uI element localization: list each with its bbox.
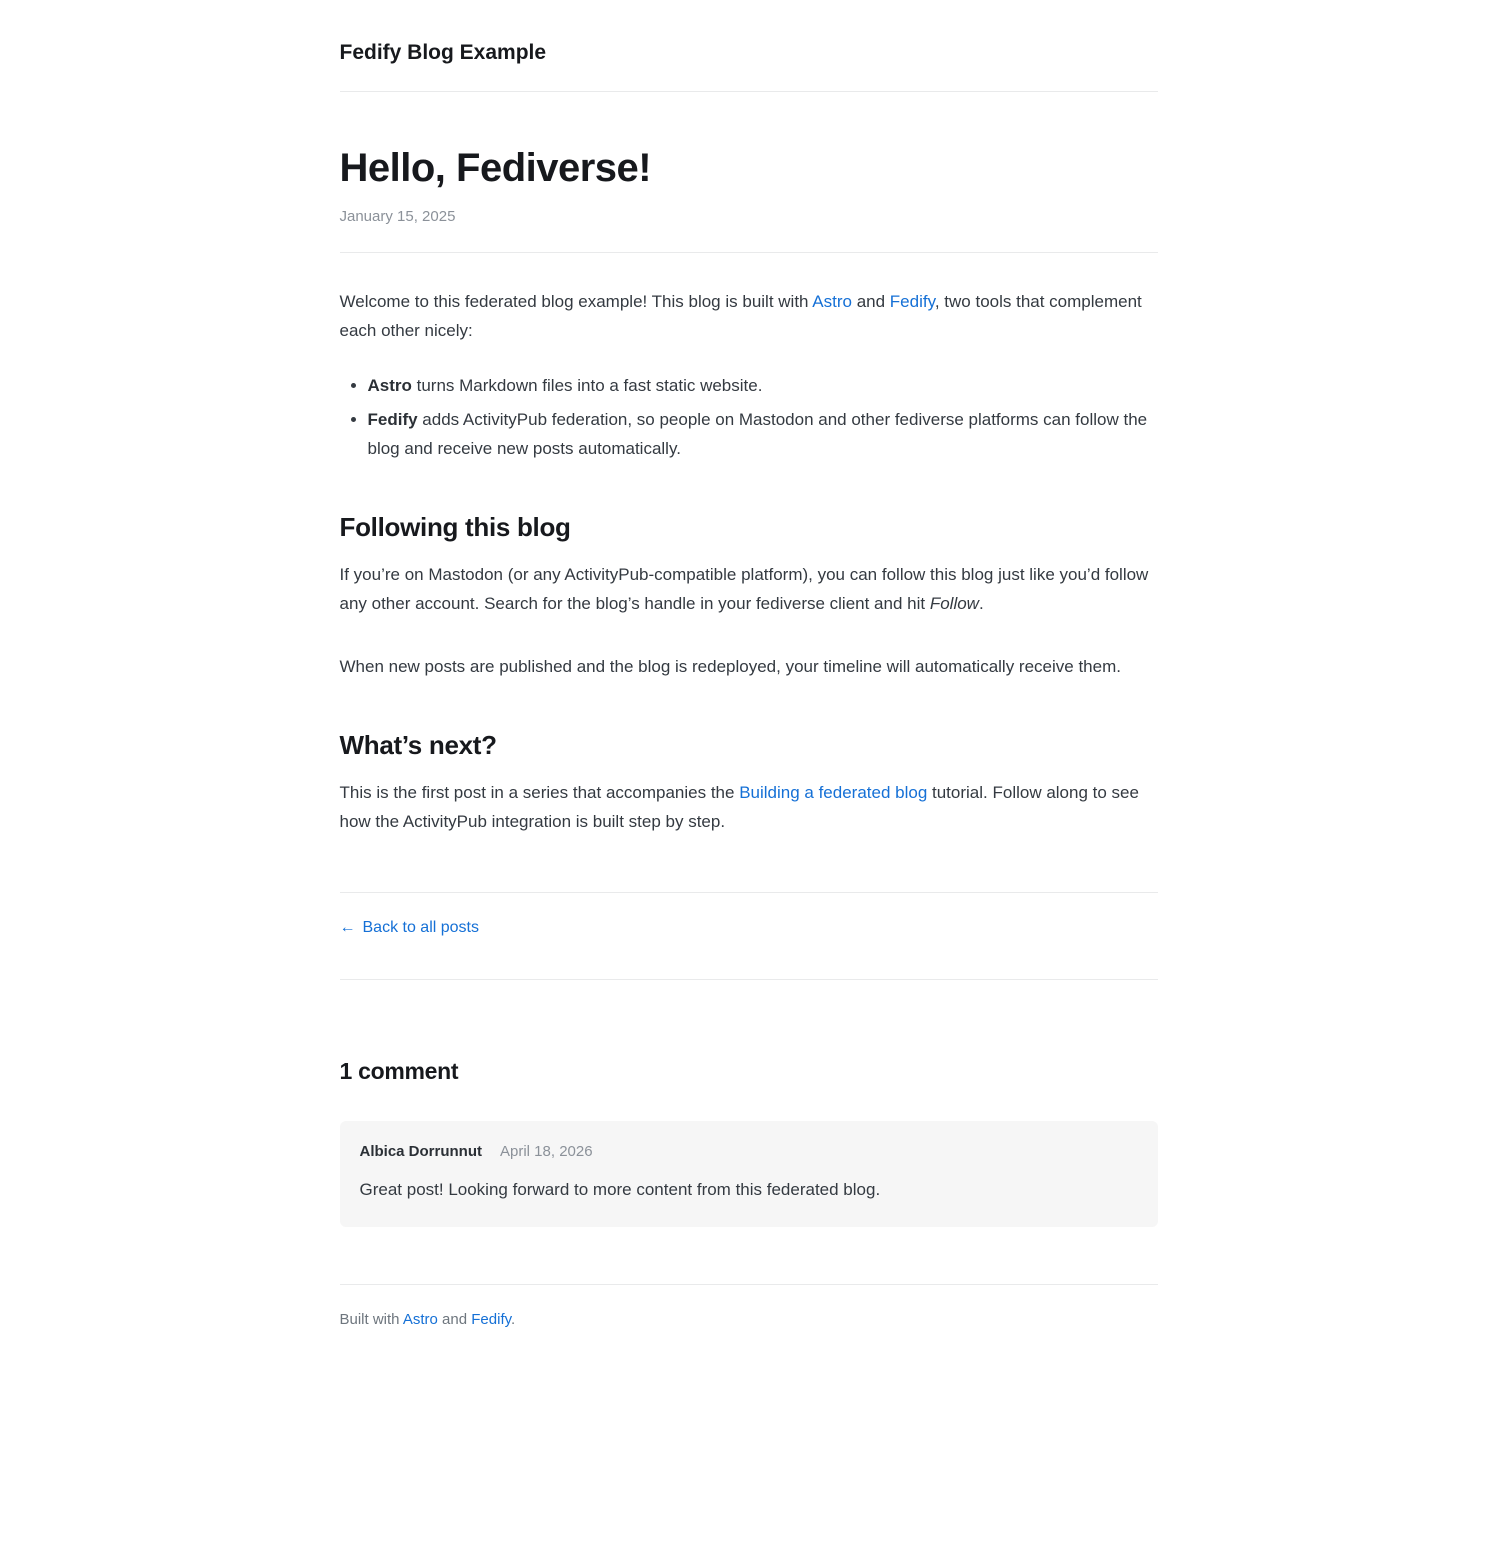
list-item-astro-text: turns Markdown files into a fast static website. — [411, 376, 763, 395]
intro-text-end: , two tools that complement each other nicely: — [339, 292, 1142, 340]
list-item-fedify — [368, 405, 1158, 463]
following-p1-period: . — [978, 594, 984, 613]
tools-list — [340, 371, 1158, 463]
comment-text: Great post! Looking forward to more content from this federated blog. — [359, 1180, 881, 1199]
post-article — [340, 146, 1158, 836]
comment-date: April 18, 2026 — [500, 1143, 593, 1160]
header-divider — [340, 91, 1158, 92]
footer-fedify-link[interactable]: Fedify — [471, 1311, 511, 1328]
list-item-fedify-term: Fedify — [367, 410, 418, 429]
list-item-astro — [368, 371, 1158, 400]
site-title-link[interactable]: Fedify Blog Example — [339, 41, 547, 64]
page-container — [340, 0, 1158, 1538]
site-header — [340, 0, 1158, 66]
fedify-link[interactable]: Fedify — [889, 292, 935, 311]
comment-card — [340, 1121, 1158, 1227]
comment-author: Albica Dorrunnut — [359, 1143, 482, 1160]
intro-text-middle: and — [851, 292, 890, 311]
following-paragraph-1 — [340, 560, 1158, 618]
back-link-label: Back to all posts — [362, 919, 479, 936]
comments-section — [340, 1058, 1158, 1227]
footer-text-start: Built with — [339, 1311, 403, 1328]
following-p1-text: If you’re on Mastodon (or any ActivityPub-compatible platform), you can follow this blog just like you’d follow any other account. Search for the blog’s handle in your fediverse client and hit — [339, 565, 1149, 613]
heading-following-this-blog: Following this blog — [339, 512, 571, 542]
post-footer-divider — [340, 892, 1158, 893]
comments-heading: 1 comment — [339, 1058, 459, 1084]
back-nav — [340, 919, 1158, 937]
follow-emphasis: Follow — [929, 594, 979, 613]
post-date: January 15, 2025 — [339, 208, 456, 225]
astro-link[interactable]: Astro — [812, 292, 852, 311]
whats-next-text-start: This is the first post in a series that accompanies the — [339, 783, 740, 802]
intro-text-start: Welcome to this federated blog example! This blog is built with — [339, 292, 813, 311]
comment-meta — [360, 1143, 1138, 1160]
intro-paragraph — [340, 287, 1158, 345]
building-federated-blog-link[interactable]: Building a federated blog — [739, 783, 928, 802]
following-paragraph-2: When new posts are published and the blog is redeployed, your timeline will automatically receive them. — [339, 657, 1121, 676]
post-title: Hello, Fediverse! — [339, 146, 652, 190]
post-body — [340, 287, 1158, 836]
footer-astro-link[interactable]: Astro — [402, 1311, 438, 1328]
back-to-all-posts-link[interactable] — [340, 919, 480, 937]
site-footer — [340, 1311, 1158, 1538]
back-divider — [340, 979, 1158, 980]
footer-divider — [340, 1284, 1158, 1285]
heading-whats-next: What’s next? — [339, 730, 497, 760]
footer-text-middle: and — [437, 1311, 472, 1328]
footer-text-end: . — [511, 1311, 516, 1328]
post-header-divider — [340, 252, 1158, 253]
whats-next-text-end: tutorial. Follow along to see how the ActivityPub integration is built step by step. — [339, 783, 1139, 831]
whats-next-paragraph — [340, 778, 1158, 836]
list-item-fedify-text: adds ActivityPub federation, so people on Mastodon and other fediverse platforms can follow the blog and receive new posts automatically. — [367, 410, 1148, 458]
left-arrow-icon: ← — [339, 919, 356, 936]
list-item-astro-term: Astro — [367, 376, 412, 395]
